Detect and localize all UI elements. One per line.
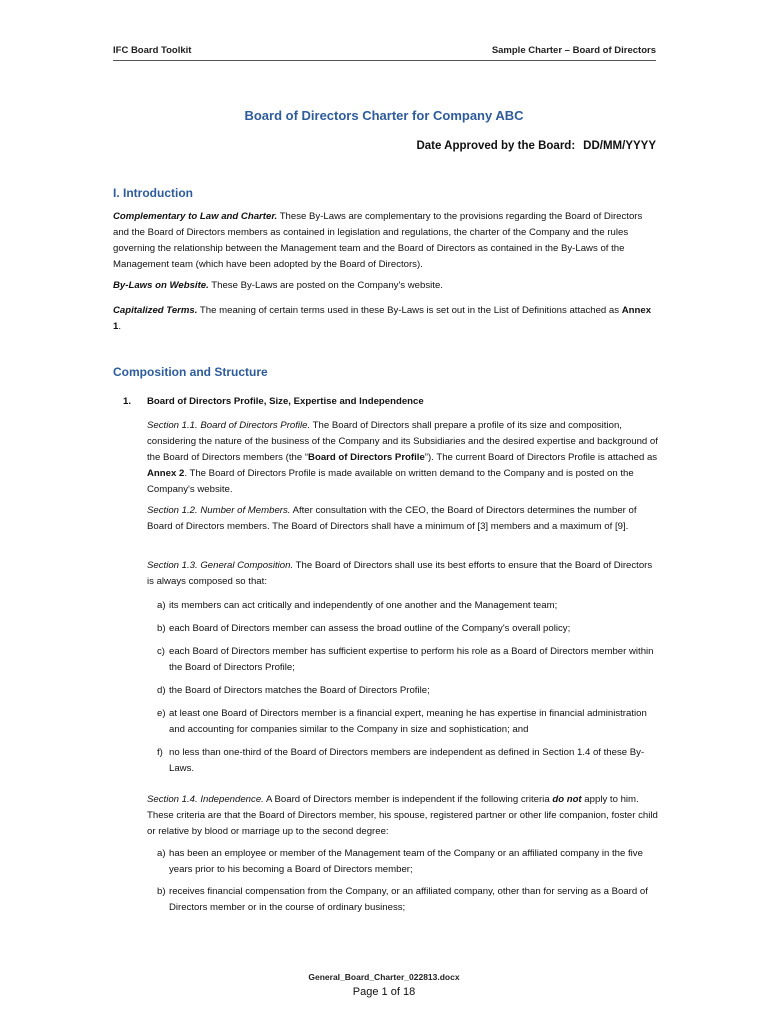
- s13-item-a: [157, 598, 657, 614]
- list-text: each Board of Directors member has sufficient expertise to perform his role as a Board of Directors member within the Board of Directors Profile;: [169, 646, 654, 673]
- list-marker: b): [157, 623, 166, 634]
- footer-filename: General_Board_Charter_022813.docx: [308, 972, 460, 982]
- list-text: receives financial compensation from the Company, or an affiliated company, other than for serving as a Board of Directors member or in the course of ordinary business;: [169, 886, 648, 913]
- intro-p2-lead: By-Laws on Website.: [113, 280, 209, 291]
- intro-p3-annex: Annex 1: [113, 305, 652, 332]
- footer-page-number: Page 1 of 18: [352, 986, 416, 998]
- section-1-title: [123, 396, 424, 407]
- s12-lead: Section 1.2. Number of Members.: [147, 505, 291, 516]
- s13-item-b: [157, 621, 657, 637]
- s13-lead: Section 1.3. General Composition.: [147, 560, 294, 571]
- list-marker: a): [157, 848, 166, 859]
- composition-heading: Composition and Structure: [113, 365, 268, 379]
- list-marker: b): [157, 886, 166, 897]
- s11-text-e: . The Board of Directors Profile is made available on written demand to the Company and is posted on the Company's website.: [147, 468, 634, 495]
- list-marker: e): [157, 708, 166, 719]
- s13-item-f: [157, 745, 657, 777]
- approval-value: DD/MM/YYYY: [583, 140, 656, 152]
- s11-text-b: Board of Directors Profile: [308, 452, 425, 463]
- s14-text-a: A Board of Directors member is independent if the following criteria: [263, 794, 553, 805]
- intro-p3-end: .: [118, 321, 122, 332]
- intro-paragraph-3: [113, 303, 658, 335]
- page-header: [113, 45, 656, 59]
- s14-lead: Section 1.4. Independence.: [147, 794, 264, 805]
- s11-text-c: ”). The current Board of Directors Profile is attached as: [424, 452, 658, 463]
- intro-p1-lead: Complementary to Law and Charter.: [113, 211, 278, 222]
- list-marker: a): [157, 600, 166, 611]
- intro-paragraph-2: [113, 278, 658, 294]
- document-title: Board of Directors Charter for Company ABC: [244, 108, 524, 123]
- intro-paragraph-1: [113, 209, 658, 273]
- section-1-3: [147, 558, 658, 590]
- approval-date: [416, 140, 656, 152]
- s13-item-c: [157, 644, 657, 676]
- intro-p3-text: The meaning of certain terms used in these By-Laws is set out in the List of Definitions attached as: [197, 305, 622, 316]
- s14-item-a: [157, 846, 657, 878]
- list-marker: d): [157, 685, 166, 696]
- header-left: IFC Board Toolkit: [113, 45, 192, 56]
- intro-p1-text: These By-Laws are complementary to the provisions regarding the Board of Directors and the Board of Directors members as contained in legislation and regulations, the charter of the Company and the rules governing the relationship between the Management team and the Board of Directors as contained in the By-Laws of the Management team (which have been adopted by the Board of Directors).: [113, 211, 643, 270]
- section-1-label: Board of Directors Profile, Size, Expertise and Independence: [147, 396, 424, 407]
- list-marker: f): [157, 747, 163, 758]
- header-right: Sample Charter – Board of Directors: [491, 45, 656, 56]
- s14-text-b: do not: [552, 794, 582, 805]
- list-text: the Board of Directors matches the Board of Directors Profile;: [169, 685, 430, 696]
- s13-item-e: [157, 706, 657, 738]
- list-text: at least one Board of Directors member is a financial expert, meaning he has expertise in financial administration and accounting for companies similar to the Company in size and sophistication; and: [169, 708, 647, 735]
- s11-lead: Section 1.1. Board of Directors Profile.: [147, 420, 311, 431]
- section-1-1: [147, 418, 658, 498]
- intro-p2-text: These By-Laws are posted on the Company's website.: [208, 280, 443, 291]
- header-rule: [113, 60, 656, 61]
- s13-text: The Board of Directors shall use its best efforts to ensure that the Board of Directors is always composed so that:: [147, 560, 653, 587]
- list-text: has been an employee or member of the Management team of the Company or an affiliated company in the five years prior to his becoming a Board of Directors member;: [169, 848, 643, 875]
- section-1-number: 1.: [123, 396, 132, 407]
- s14-item-b: [157, 884, 657, 916]
- list-text: its members can act critically and independently of one another and the Management team;: [169, 600, 558, 611]
- s14-text-c: apply to him. These criteria are that the Board of Directors member, his spouse, registered partner or other life companion, foster child or relative by blood or marriage up to the second degree:: [147, 794, 658, 837]
- intro-heading: I. Introduction: [113, 186, 193, 200]
- list-text: no less than one-third of the Board of Directors members are independent as defined in Section 1.4 of these By-Laws.: [169, 747, 645, 774]
- s11-text-a: The Board of Directors shall prepare a profile of its size and composition, considering the nature of the business of the Company and its Subsidiaries and the desired expertise and background of the Board of Directors members (the “: [147, 420, 658, 463]
- intro-p3-lead: Capitalized Terms.: [113, 305, 198, 316]
- list-marker: c): [157, 646, 165, 657]
- s11-text-d: Annex 2: [147, 468, 185, 479]
- section-1-2: [147, 503, 658, 535]
- section-1-4: [147, 792, 658, 840]
- approval-label: Date Approved by the Board:: [416, 140, 576, 152]
- s13-item-d: [157, 683, 657, 699]
- list-text: each Board of Directors member can assess the broad outline of the Company's overall policy;: [169, 623, 571, 634]
- s12-text: After consultation with the CEO, the Board of Directors determines the number of Board of Directors members. The Board of Directors shall have a minimum of [3] members and a maximum of [9].: [147, 505, 637, 532]
